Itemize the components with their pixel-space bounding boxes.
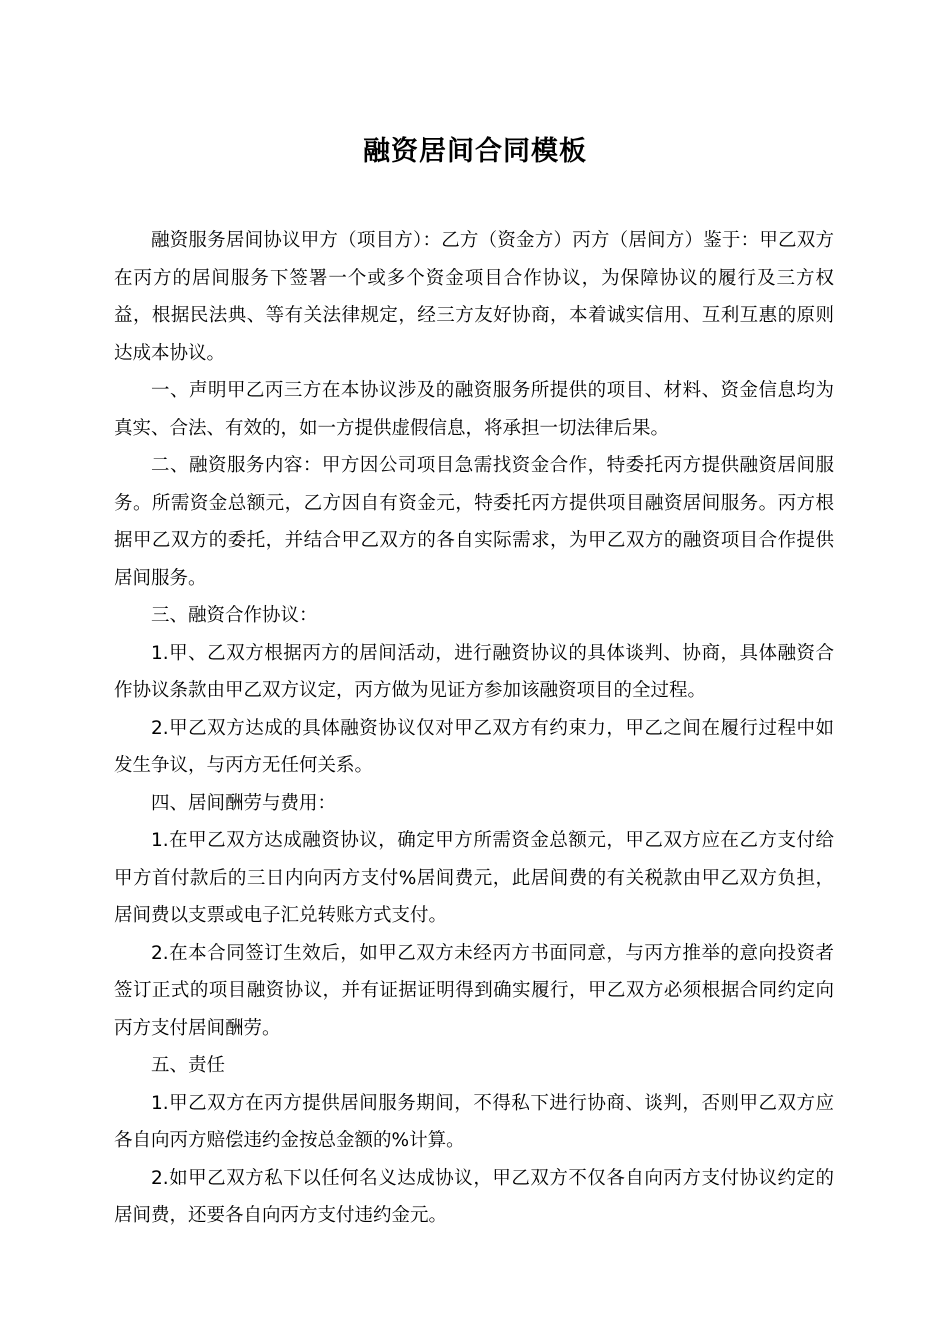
paragraph-section-1: 一、声明甲乙丙三方在本协议涉及的融资服务所提供的项目、材料、资金信息均为真实、合法、有效的，如一方提供虚假信息，将承担一切法律后果。	[114, 380, 834, 439]
paragraph-section-3-item-2: 2.甲乙双方达成的具体融资协议仅对甲乙双方有约束力，甲乙之间在履行过程中如发生争议，与丙方无任何关系。	[114, 717, 834, 776]
paragraph-preamble: 融资服务居间协议甲方（项目方）：乙方（资金方）丙方（居间方）鉴于：甲乙双方在丙方的居间服务下签署一个或多个资金项目合作协议，为保障协议的履行及三方权益，根据民法典、等有关法律规定，经三方友好协商，本着诚实信用、互利互惠的原则达成本协议。	[114, 230, 834, 364]
paragraph-section-4-item-2: 2.在本合同签订生效后，如甲乙双方未经丙方书面同意，与丙方推举的意向投资者签订正式的项目融资协议，并有证据证明得到确实履行，甲乙双方必须根据合同约定向丙方支付居间酬劳。	[114, 942, 834, 1039]
paragraph-section-3-item-1: 1.甲、乙双方根据丙方的居间活动，进行融资协议的具体谈判、协商，具体融资合作协议条款由甲乙双方议定，丙方做为见证方参加该融资项目的全过程。	[114, 642, 834, 701]
paragraph-section-2: 二、融资服务内容：甲方因公司项目急需找资金合作，特委托丙方提供融资居间服务。所需资金总额元，乙方因自有资金元，特委托丙方提供项目融资居间服务。丙方根据甲乙双方的委托，并结合甲乙双方的各自实际需求，为甲乙双方的融资项目合作提供居间服务。	[114, 455, 834, 589]
paragraph-section-5-item-1: 1.甲乙双方在丙方提供居间服务期间，不得私下进行协商、谈判，否则甲乙双方应各自向丙方赔偿违约金按总金额的%计算。	[114, 1092, 834, 1151]
heading-section-3: 三、融资合作协议：	[151, 605, 318, 626]
heading-section-4: 四、居间酬劳与费用：	[151, 792, 337, 814]
document-title: 融资居间合同模板	[363, 136, 587, 167]
heading-section-5: 五、责任	[151, 1055, 226, 1076]
document-body	[114, 222, 834, 1235]
paragraph-section-5-item-2: 2.如甲乙双方私下以任何名义达成协议，甲乙双方不仅各自向丙方支付协议约定的居间费，还要各自向丙方支付违约金元。	[114, 1167, 834, 1226]
paragraph-section-4-item-1: 1.在甲乙双方达成融资协议，确定甲方所需资金总额元，甲乙双方应在乙方支付给甲方首付款后的三日内向丙方支付%居间费元，此居间费的有关税款由甲乙双方负担，居间费以支票或电子汇兑转账方式支付。	[114, 830, 834, 926]
